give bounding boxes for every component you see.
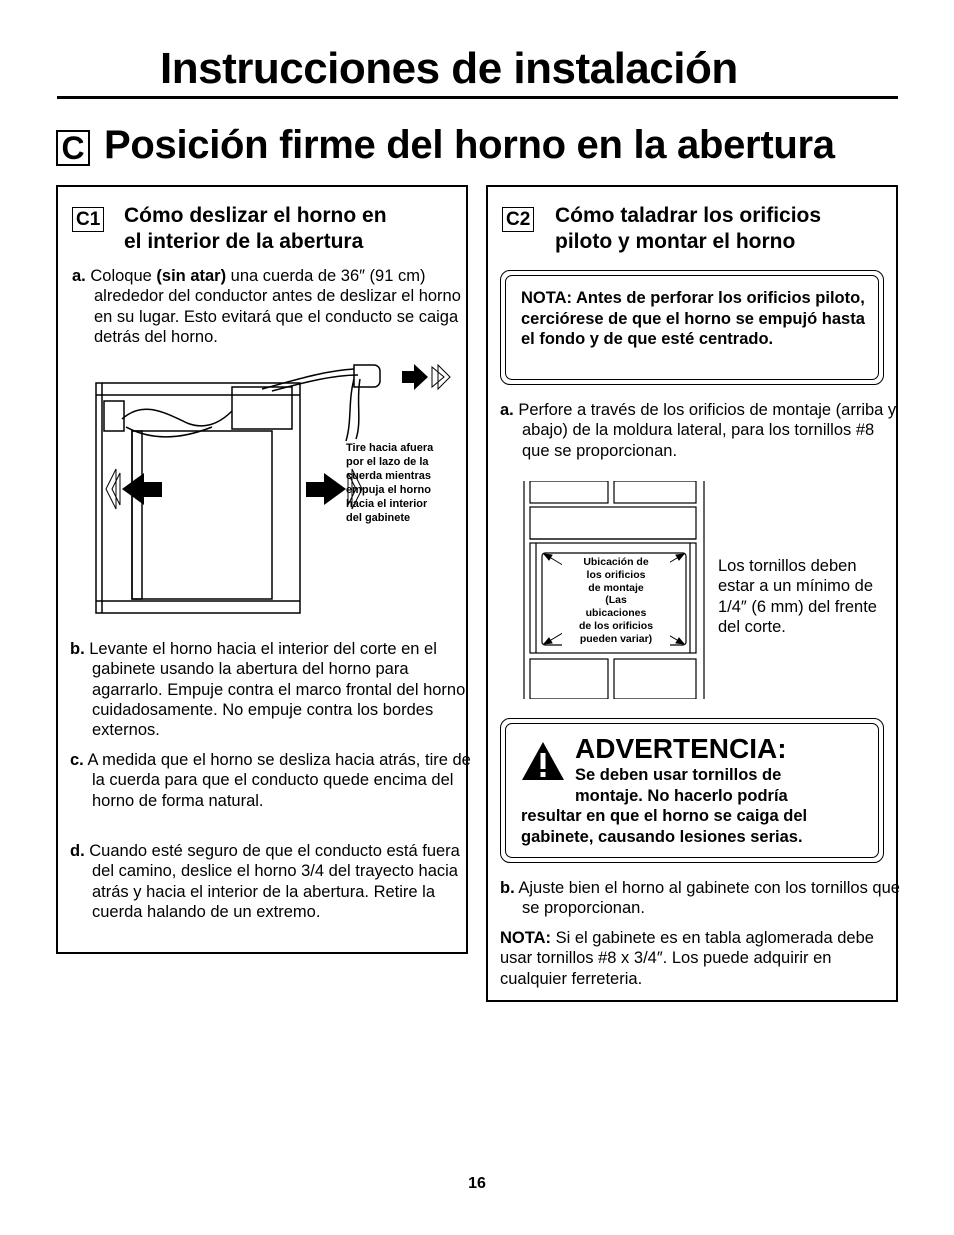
c2-step-b [500,878,902,919]
c1-badge: C1 [72,207,104,232]
c1-title-line1: Cómo deslizar el horno en [124,204,387,227]
c1-step-a-pre: Coloque [85,267,157,285]
c2-step-a-label: a. [500,401,514,419]
c1-caption-line: hacia el interior [346,498,428,510]
section-letter-badge: C [56,130,90,166]
c1-title [124,203,387,255]
c2-warning-rest: resultar en que el horno se caiga del gabinete, causando lesiones serias. [521,807,808,846]
c1-step-d-text: Cuando esté seguro de que el conducto está fuera del camino, deslice el horno 3/4 del trayecto hacia atrás y hacia el interior de la abertura. Retire la cuerda halando de un extremo. [84,842,460,921]
c2-nota-label: NOTA: [500,929,552,947]
c2-warning-title: ADVERTENCIA: [575,733,787,764]
c2-title-line1: Cómo taladrar los orificios [555,204,822,227]
c1-step-a-bold: (sin atar) [156,267,227,285]
c2-warning-line2: montaje. No hacerlo podría [575,786,788,805]
c2-caption-line: de los orificios [578,619,654,632]
c2-step-b-label: b. [500,879,515,897]
c1-step-a [72,266,474,347]
c2-step-b-text: Ajuste bien el horno al gabinete con los tornillos que se proporcionan. [514,879,900,918]
c1-step-a-post: una cuerda de 36″ (91 cm) alrededor del conductor antes de deslizar el horno en su lugar. Esto evitará que el conducto se caiga detrás del horno. [94,267,461,346]
warning-triangle-icon [521,741,565,781]
c2-warning-box [500,718,884,863]
c2-warning-line1: Se deben usar tornillos de [575,766,782,784]
c2-badge: C2 [502,207,534,232]
c1-step-c-text: A medida que el horno se desliza hacia atrás, tire de la cuerda para que el conducto quede encima del horno de forma natural. [83,751,471,810]
c2-nota-text: Si el gabinete es en tabla aglomerada debe usar tornillos #8 x 3/4″. Los puede adquirir en cualquier ferreteria. [500,929,874,988]
c2-side-note: Los tornillos deben estar a un mínimo de 1/4″ (6 mm) del frente del corte. [718,557,877,636]
section-title: Posición firme del horno en la abertura [104,123,835,167]
c1-step-d [70,841,472,922]
c2-note-text: NOTA: Antes de perforar los orificios piloto, cerciórese de que el horno se empujó hasta el fondo y de que esté centrado. [521,289,865,348]
c2-caption-line: ubicaciones [585,607,647,620]
panel-c1 [56,185,471,954]
panel-c2 [486,185,898,1002]
c1-caption-line: empuja el horno [346,484,431,496]
c1-step-c [70,750,472,811]
c1-caption-line: por el lazo de la [346,456,429,468]
c2-title-line2: piloto y montar el horno [555,230,796,253]
c2-nota [500,928,885,989]
c1-caption-line: del gabinete [346,512,411,524]
c1-figure-caption [346,441,433,525]
c1-title-line2: el interior de la abertura [124,230,364,253]
c2-step-a [500,400,902,461]
c1-step-a-label: a. [72,267,86,285]
c1-step-c-label: c. [70,751,84,769]
c1-step-b-text: Levante el horno hacia el interior del corte en el gabinete usando la abertura del horno para agarrarlo. Empuje contra el marco frontal del horno cuidadosamente. No empuje contra los bordes externos. [84,640,466,740]
c1-caption-line: cuerda mientras [346,470,431,482]
page-number: 16 [468,1175,486,1192]
c2-figure-caption [562,556,670,646]
c1-caption-line: Tire hacia afuera [346,442,434,454]
c2-caption-line: pueden variar) [579,632,653,645]
c1-step-b [70,639,472,740]
c2-title [555,203,821,255]
c2-caption-line: Ubicación de [583,556,649,568]
c2-caption-line: de montaje [588,581,644,594]
c2-caption-line: los orificios [586,568,646,581]
c1-step-b-label: b. [70,640,85,658]
c1-step-d-label: d. [70,842,85,860]
c2-note-box [500,270,884,385]
page-title: Instrucciones de instalación [160,44,738,93]
c2-step-a-text: Perfore a través de los orificios de montaje (arriba y abajo) de la moldura lateral, para los tornillos #8 que se proporcionan. [513,401,897,460]
title-divider [57,96,898,99]
c2-caption-line: (Las [605,594,627,607]
